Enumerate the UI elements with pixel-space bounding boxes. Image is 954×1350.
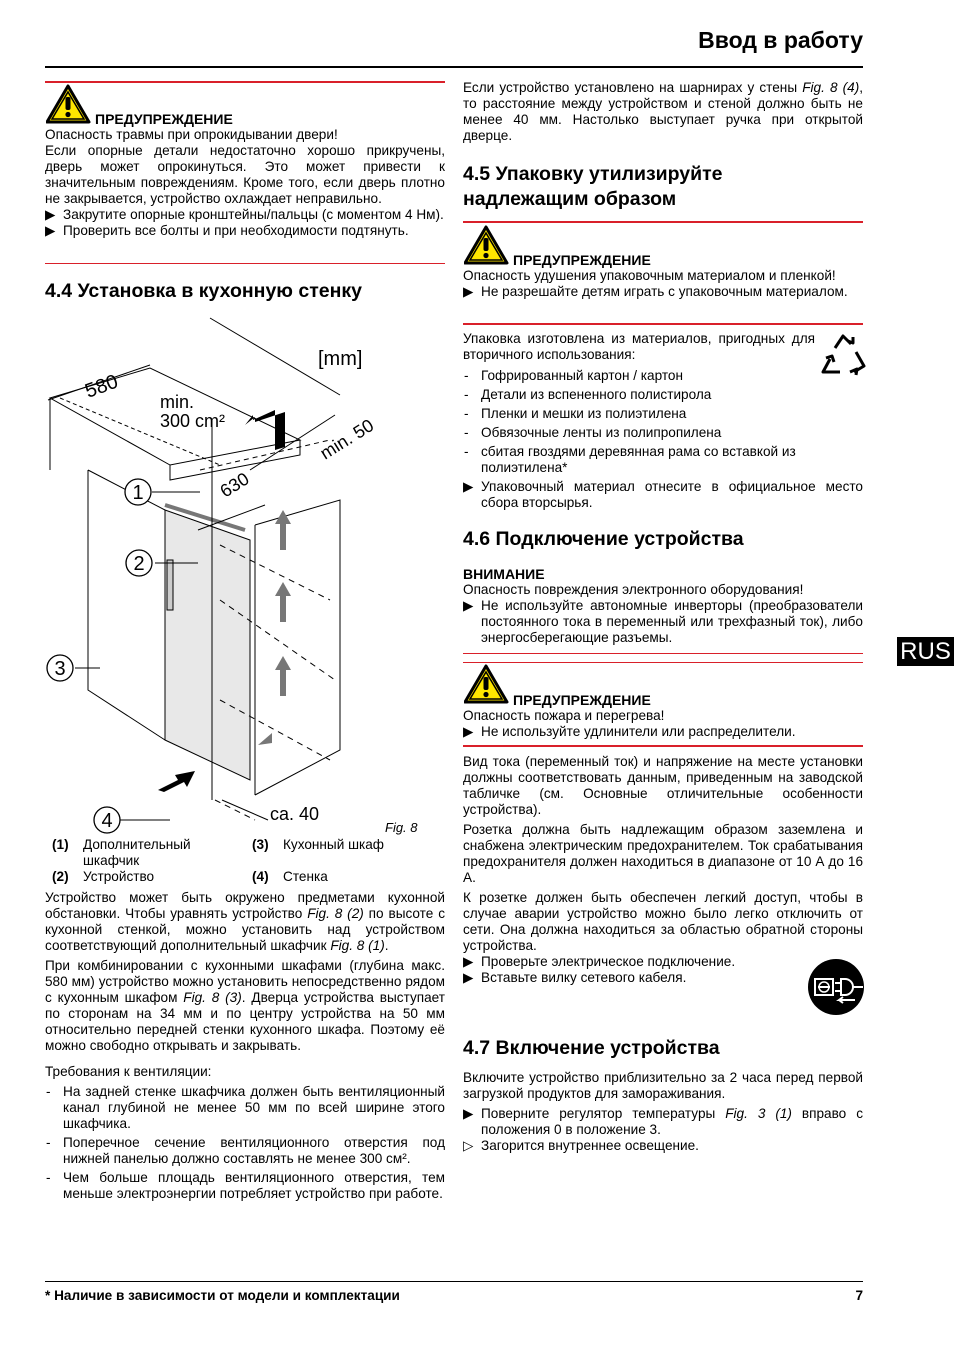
warning-lead: Опасность травмы при опрокидывании двери! [45, 127, 338, 142]
callout-4: 4 [101, 810, 113, 832]
warning-block [45, 127, 445, 239]
paragraph: Включите устройство приблизительно за 2 часа перед первой загрузкой продуктов для замораживания. [463, 1070, 863, 1101]
legend-num: (4) [252, 869, 269, 884]
list-text: Чем больше площадь вентиляционного отверстия, тем меньше электроэнергии потребляет устройство при работе. [63, 1170, 445, 1201]
action-item [463, 284, 863, 300]
legend-num: (3) [252, 837, 269, 852]
list-item: - Детали из вспененного полистирола [464, 387, 712, 402]
action-item [463, 1106, 863, 1138]
language-tab: RUS [897, 637, 954, 666]
list-text: сбитая гвоздями деревянная рама со вставкой из полиэтилена* [481, 444, 796, 475]
triangle-bullet-icon: ▶ [45, 207, 56, 222]
action-text: Не используйте удлинители или распределители. [481, 724, 796, 739]
warning-lead: Опасность пожара и перегрева! [463, 708, 665, 723]
triangle-bullet-icon: ▶ [463, 724, 474, 739]
paragraph: Розетка должна быть надлежащим образом заземлена и снабжена электрическим предохранителем. Ток срабатывания предохранителя должен находиться в диапазоне от 10 А до 16 А. [463, 822, 863, 885]
action-item [463, 970, 863, 986]
list-item: - Поперечное сечение вентиляционного отверстия под нижней панелью должно составлять не менее 300 см². [46, 1135, 445, 1166]
section-heading-4-5: 4.5 Упаковку утилизируйте надлежащим образом [463, 163, 723, 210]
figure-8-installation-diagram [45, 315, 445, 840]
warning-title: ПРЕДУПРЕЖДЕНИЕ [513, 252, 651, 268]
warning-icon [464, 664, 509, 704]
list-text: На задней стенке шкафчика должен быть вентиляционный канал глубиной не менее 50 мм по всей ширине этого шкафчика. [63, 1084, 445, 1131]
section-4-7-body [463, 1070, 863, 1154]
action-item [463, 724, 863, 740]
caution-block [463, 566, 863, 646]
warning-rule-top [463, 662, 863, 663]
warning-rule-top [463, 221, 863, 223]
intro-paragraph [463, 80, 863, 144]
page-number: 7 [855, 1288, 863, 1303]
warning-rule-bottom [45, 263, 445, 264]
ca40-label: ca. 40 [270, 804, 320, 824]
caution-lead: Опасность повреждения электронного оборудования! [463, 582, 804, 597]
triangle-bullet-icon: ▶ [463, 970, 474, 985]
text: по высоте с кухонной стенкой, можно установить над устройством соответствующий дополнительный шкафчик [45, 906, 445, 953]
action-item [463, 479, 863, 511]
list-text: Детали из вспененного полистирола [481, 387, 712, 402]
result-text: Загорится внутреннее освещение. [481, 1138, 699, 1153]
list-text: Гофрированный картон / картон [481, 368, 684, 383]
legend-label: Кухонный шкаф [283, 837, 384, 852]
caution-title: ВНИМАНИЕ [463, 566, 545, 582]
text: Если устройство установлено на шарнирах у стены [463, 80, 803, 95]
text: . [384, 938, 389, 953]
warning-icon [464, 225, 509, 265]
legend-item [52, 869, 245, 885]
text: вправо с положения 0 в положение 3. [481, 1106, 863, 1137]
min-label: min. [160, 392, 195, 412]
caution-rule [463, 653, 863, 654]
action-text: Не разрешайте детям играть с упаковочным материалом. [481, 284, 848, 299]
legend-num: (2) [52, 869, 69, 884]
text: Поверните регулятор температуры [481, 1106, 726, 1121]
list-item: - сбитая гвоздями деревянная рама со вставкой из полиэтилена* [464, 444, 796, 475]
packaging-list [463, 368, 863, 511]
text: , то расстояние между устройством и стеной должно быть не менее 40 мм. Настолько выступает ручка при открытой дверце. [463, 80, 863, 143]
warning-rule-bottom [463, 323, 863, 325]
legend-label: Устройство [83, 869, 155, 884]
plug-socket-icon [807, 958, 865, 1016]
action-text: Не используйте автономные инверторы (преобразователи постоянного тока в переменный или трехфазный ток), либо энергосберегающие разъемы. [481, 598, 863, 645]
figure-reference: Fig. 3 (1) [725, 1106, 792, 1121]
paragraph [45, 890, 445, 954]
action-text: Вставьте вилку сетевого кабеля. [481, 970, 687, 985]
dim-630: 630 [216, 468, 253, 502]
action-text: Проверьте электрическое подключение. [481, 954, 736, 969]
figure-caption: Fig. 8 [385, 820, 418, 835]
callout-3: 3 [54, 658, 66, 680]
result-item [463, 1138, 863, 1154]
section-4-4-body [45, 890, 445, 1205]
action-text: Закрутите опорные кронштейны/пальцы (с моментом 4 Нм). [63, 207, 444, 222]
warning-block [463, 268, 863, 300]
triangle-bullet-icon: ▶ [45, 223, 56, 238]
warning-title: ПРЕДУПРЕЖДЕНИЕ [513, 692, 651, 708]
list-text: Поперечное сечение вентиляционного отверстия под нижней панелью должно составлять не менее 300 см². [63, 1135, 445, 1166]
list-item: - Обвязочные ленты из полипропилена [464, 425, 722, 440]
warning-title: ПРЕДУПРЕЖДЕНИЕ [95, 111, 233, 127]
triangle-bullet-icon: ▶ [463, 598, 474, 613]
warning-rule-top [45, 81, 445, 83]
action-item [463, 954, 863, 970]
action-item [463, 598, 863, 646]
action-text: Проверить все болты и при необходимости подтянуть. [63, 223, 409, 238]
list-item: - Чем больше площадь вентиляционного отверстия, тем меньше электроэнергии потребляет устройство при работе. [46, 1170, 445, 1201]
section-4-6-body [463, 754, 863, 986]
callout-2: 2 [133, 553, 145, 575]
legend-item [252, 869, 445, 885]
action-item [45, 223, 445, 239]
section-heading-4-7: 4.7 Включение устройства [463, 1037, 720, 1059]
figure-reference: Fig. 8 (2) [307, 906, 364, 921]
dim-580: 580 [82, 370, 122, 403]
list-item: - Гофрированный картон / картон [464, 368, 684, 383]
figure-reference: Fig. 8 (1) [330, 938, 385, 953]
legend-label: Дополнительный шкафчик [83, 837, 191, 868]
area-label: 300 cm² [160, 411, 226, 431]
list-text: Обвязочные ленты из полипропилена [481, 425, 722, 440]
legend-item [52, 837, 245, 869]
text: При комбинировании с кухонными шкафами (глубина макс. 580 мм) устройство можно установить непосредственно рядом с кухонным шкафом [45, 958, 445, 1005]
unit-label: [mm] [318, 348, 363, 370]
text: . Дверца устройства выступает по сторонам на 34 мм и по центру устройства на 50 мм относительно передней стенки кухонного шкафа. Поэтому её можно свободно открывать и закрывать. [45, 990, 446, 1053]
paragraph: К розетке должен быть обеспечен легкий доступ, чтобы в случае аварии устройство можно было легко отключить от сети. Она должна находиться за областью обратной стороны устройства. [463, 890, 863, 953]
warning-lead: Опасность удушения упаковочным материалом и пленкой! [463, 268, 836, 283]
figure-legend [45, 837, 445, 885]
footer-note: * Наличие в зависимости от модели и комплектации [45, 1288, 400, 1303]
action-item [45, 207, 445, 223]
callout-1: 1 [132, 482, 144, 504]
triangle-bullet-icon: ▶ [463, 1106, 474, 1121]
triangle-bullet-icon: ▶ [463, 479, 474, 494]
vent-title: Требования к вентиляции: [45, 1064, 212, 1079]
warning-text: Если опорные детали недостаточно хорошо прикручены, дверь может опрокинуться. Это может привести к значительным повреждениям. Кроме того, если дверь плотно не закрывается, устройство охлаждает неправильно. [45, 143, 445, 206]
warning-block [463, 708, 863, 740]
legend-item [252, 837, 445, 869]
legend-label: Стенка [283, 869, 328, 884]
figure-reference: Fig. 8 (4) [802, 80, 860, 95]
warning-icon [46, 84, 91, 124]
list-text: Пленки и мешки из полиэтилена [481, 406, 687, 421]
paragraph [45, 958, 445, 1054]
paragraph: Вид тока (переменный ток) и напряжение на месте установки должны соответствовать данным, приведенным на заводской табличке (см. Основные отличительные особенности устройства). [463, 754, 863, 817]
page-title: Ввод в работу [698, 27, 863, 53]
figure-reference: Fig. 8 (3) [183, 990, 242, 1005]
warning-rule-bottom [463, 745, 863, 747]
triangle-bullet-icon: ▶ [463, 954, 474, 969]
footer-rule [45, 1281, 863, 1282]
action-text: Упаковочный материал отнесите в официальное место сбора вторсырья. [481, 479, 863, 510]
packaging-text: Упаковка изготовлена из материалов, пригодных для вторичного использования: [463, 331, 815, 362]
legend-num: (1) [52, 837, 69, 852]
section-heading-4-6: 4.6 Подключение устройства [463, 528, 744, 550]
hollow-triangle-icon: ▷ [463, 1138, 474, 1153]
list-item: - Пленки и мешки из полиэтилена [464, 406, 687, 421]
triangle-bullet-icon: ▶ [463, 284, 474, 299]
min50-label: min. 50 [316, 415, 378, 464]
text: Устройство может быть окружено предметами кухонной обстановки. Чтобы уравнять устройство [45, 890, 445, 921]
header-rule [45, 66, 863, 68]
list-item: - На задней стенке шкафчика должен быть вентиляционный канал глубиной не менее 50 мм по всей ширине этого шкафчика. [46, 1084, 445, 1131]
section-heading-4-4: 4.4 Установка в кухонную стенку [45, 280, 362, 302]
